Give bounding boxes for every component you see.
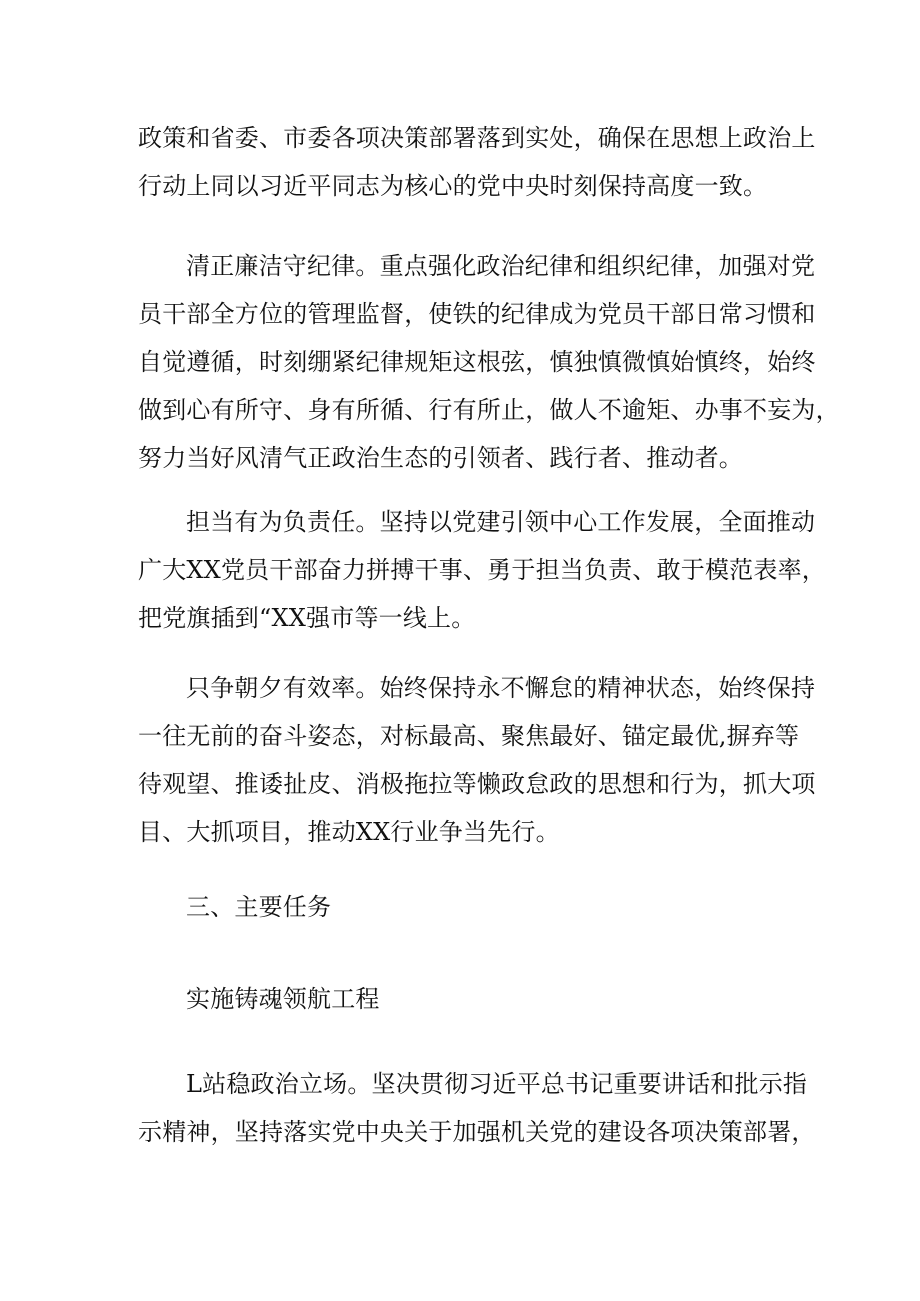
paragraph-line: 待观望、推诿扯皮、消极拖拉等懒政怠政的思想和行为，抓大项 xyxy=(138,770,816,798)
paragraph-line: 只争朝夕有效率。始终保持永不懈怠的精神状态，始终保持 xyxy=(186,674,816,702)
paragraph-line: 行动上同以习近平同志为核心的党中央时刻保持高度一致。 xyxy=(138,172,768,200)
paragraph-responsibility xyxy=(138,498,826,642)
paragraph-line: 清正廉洁守纪律。重点强化政治纪律和组织纪律，加强对党 xyxy=(186,252,816,280)
paragraph-line: 自觉遵循，时刻绷紧纪律规矩这根弦，慎独慎微慎始慎终，始终 xyxy=(138,348,816,376)
paragraph-line: 示精神，坚持落实党中央关于加强机关党的建设各项决策部署， xyxy=(138,1118,816,1146)
subsection-heading xyxy=(138,975,798,1023)
paragraph-continuation xyxy=(138,114,816,210)
paragraph-line: 目、大抓项目，推动XX行业争当先行。 xyxy=(138,818,560,846)
paragraph-political-stance xyxy=(138,1060,816,1156)
paragraph-efficiency xyxy=(138,664,816,856)
paragraph-line: 努力当好风清气正政治生态的引领者、践行者、推动者。 xyxy=(138,444,743,472)
paragraph-discipline xyxy=(138,242,840,482)
paragraph-line: 一往无前的奋斗姿态，对标最高、聚焦最好、锚定最优,摒弃等 xyxy=(138,722,800,750)
paragraph-line: 政策和省委、市委各项决策部署落到实处，确保在思想上政治上 xyxy=(138,124,816,152)
paragraph-line: 把党旗插到“XX强市等一线上。 xyxy=(138,604,476,632)
paragraph-line: L站稳政治立场。坚决贯彻习近平总书记重要讲话和批示指 xyxy=(186,1070,808,1098)
paragraph-line: 担当有为负责任。坚持以党建引领中心工作发展，全面推动 xyxy=(186,508,816,536)
paragraph-line: 员干部全方位的管理监督，使铁的纪律成为党员干部日常习惯和 xyxy=(138,300,816,328)
section-heading-text: 三、主要任务 xyxy=(186,893,332,921)
section-heading xyxy=(138,883,798,931)
paragraph-line: 广大XX党员干部奋力拼搏干事、勇于担当负责、敢于模范表率， xyxy=(138,556,826,584)
paragraph-line: 做到心有所守、身有所循、行有所止，做人不逾矩、办事不妄为， xyxy=(138,396,840,424)
subsection-heading-text: 实施铸魂领航工程 xyxy=(186,985,380,1013)
